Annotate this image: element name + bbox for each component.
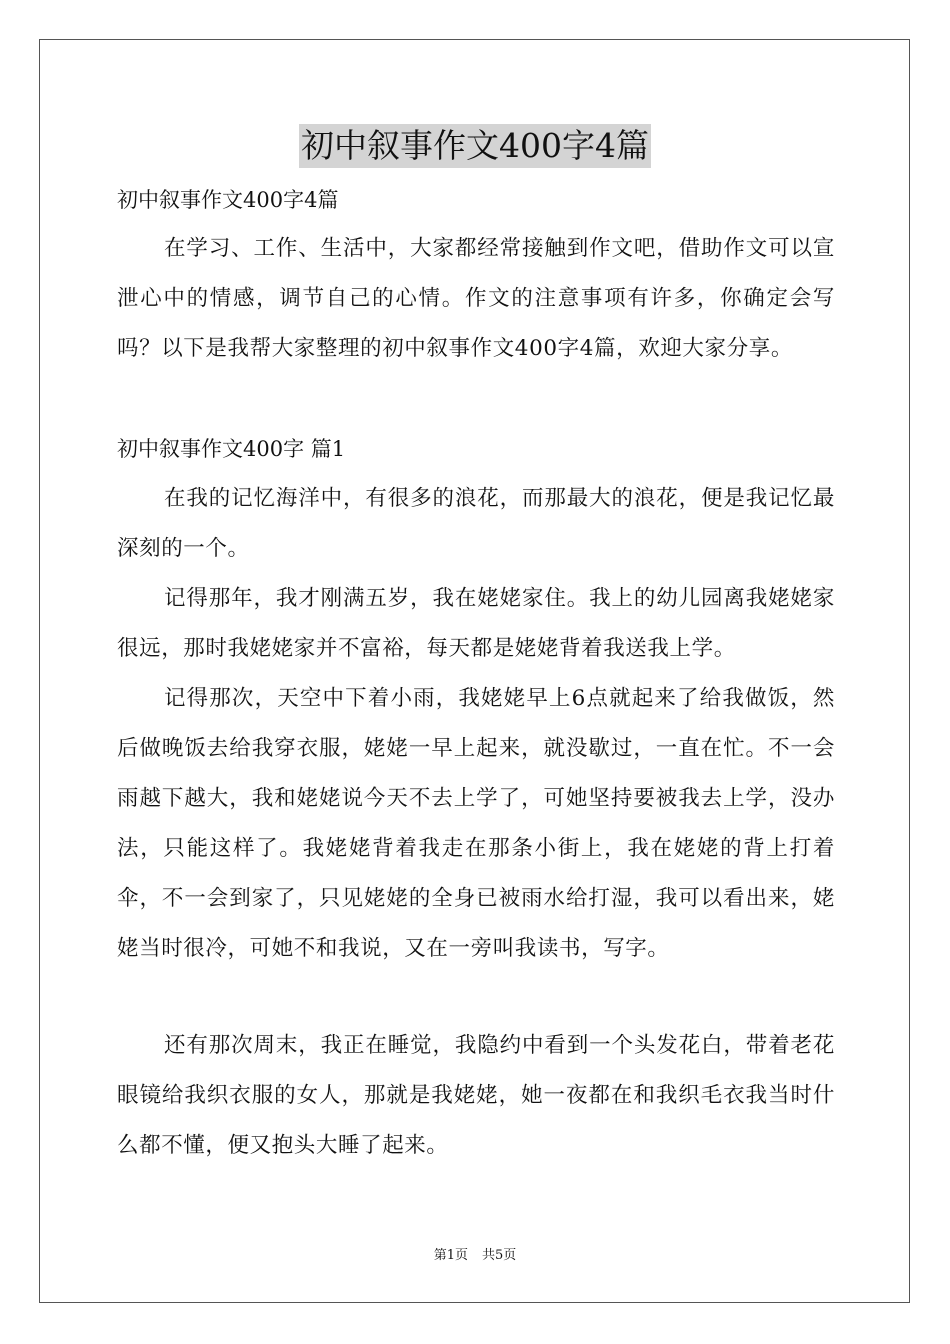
body-paragraph-1: 在我的记忆海洋中，有很多的浪花，而那最大的浪花，便是我记忆最深刻的一个。 [117,486,835,561]
page-total: 共5页 [482,1248,517,1263]
body-paragraph-3: 记得那次，天空中下着小雨，我姥姥早上6点就起来了给我做饭，然后做晚饭去给我穿衣服，姥姥一早上起来，就没歇过，一直在忙。不一会雨越下越大，我和姥姥说今天不去上学了，可她坚持要被我去上学，没办法，只能这样了。我姥姥背着我走在那条小街上，我在姥姥的背上打着伞，不一会到家了，只见姥姥的全身已被雨水给打湿，我可以看出来，姥姥当时很冷，可她不和我说，又在一旁叫我读书，写字。 [117,686,835,961]
page-footer [0,1247,950,1265]
section-heading: 初中叙事作文400字 篇1 [117,437,346,461]
document-title: 初中叙事作文400字4篇 [299,124,651,168]
document-subtitle: 初中叙事作文400字4篇 [117,188,339,212]
body-paragraph-4: 还有那次周末，我正在睡觉，我隐约中看到一个头发花白，带着老花眼镜给我织衣服的女人，那就是我姥姥，她一夜都在和我织毛衣我当时什么都不懂，便又抱头大睡了起来。 [117,1033,835,1158]
document-title-block [0,124,950,170]
body-paragraph-2: 记得那年，我才刚满五岁，我在姥姥家住。我上的幼儿园离我姥姥家很远，那时我姥姥家并不富裕，每天都是姥姥背着我送我上学。 [117,586,835,661]
page-number: 第1页 [433,1248,468,1263]
intro-paragraph: 在学习、工作、生活中，大家都经常接触到作文吧，借助作文可以宣泄心中的情感，调节自己的心情。作文的注意事项有许多，你确定会写吗？以下是我帮大家整理的初中叙事作文400字4篇，欢迎大家分享。 [117,236,835,361]
